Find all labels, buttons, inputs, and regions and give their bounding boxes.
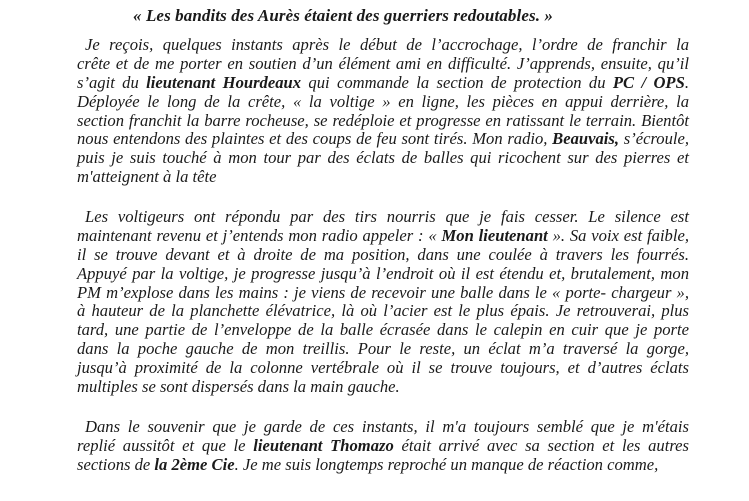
text-line	[77, 168, 689, 187]
text-run: Dans le souvenir que je garde de ces instants, il m'a toujours semblé que je m'étais	[85, 417, 689, 436]
text-run: replié aussitôt et que le	[77, 435, 254, 455]
text-run: ». Sa voix est faible,	[547, 225, 689, 245]
page-heading: « Les bandits des Aurès étaient des guerriers redoutables. »	[133, 6, 553, 25]
text-run: sections de	[77, 454, 155, 474]
text-line	[77, 378, 689, 397]
text-run: nous entendons des plaintes et des coups de feu sont tirés. Mon radio,	[77, 129, 553, 149]
text-run: dans la poche gauche de mon treillis. Pour le reste, un éclat m’a traversé la gorge,	[77, 339, 689, 359]
text-run: crête et de me porter en soutien d’un élément ami en difficulté. J’apprends, ensuite, qu’il	[77, 53, 689, 73]
text-run: maintenant revenu et j’entends mon radio appeler : «	[77, 225, 442, 245]
text-run: . Je me suis longtemps reproché un manque de réaction comme,	[234, 454, 659, 474]
text-run: à hauteur de la planchette élévatrice, là où l’acier est le plus épais. Je retrouverai, plus	[77, 301, 689, 321]
text-line	[77, 284, 689, 303]
text-line	[77, 265, 689, 284]
text-line	[77, 437, 689, 456]
text-line	[77, 359, 689, 378]
text-run: Les voltigeurs ont répondu par des tirs nourris que je fais cesser. Le silence est	[85, 207, 689, 226]
text-run: multiples se sont dispersés dans la main gauche.	[77, 377, 400, 397]
text-line	[77, 55, 689, 74]
text-line	[77, 74, 689, 93]
text-line	[77, 321, 689, 340]
paragraph-3	[77, 418, 689, 475]
text-line	[77, 208, 689, 227]
text-line	[77, 149, 689, 168]
text-run: il se trouve devant et à droite de ma position, dans une coulée à travers les fourrés.	[77, 244, 689, 264]
text-line	[77, 130, 689, 149]
text-run: qui commande la section de protection du	[301, 72, 613, 92]
bold-text-run: Mon lieutenant	[441, 225, 548, 245]
text-run: Appuyé par la voltige, je progresse jusqu’à l’endroit où il est étendu et, brutalement, mon	[77, 263, 689, 283]
text-line	[77, 36, 689, 55]
text-line	[77, 246, 689, 265]
text-run: s’écroule,	[619, 129, 690, 149]
text-line	[77, 456, 689, 475]
text-line	[77, 418, 689, 437]
text-run: Déployée le long de la crête, « la voltige » en ligne, les pièces en appui derrière, la	[77, 91, 689, 111]
text-run: m'atteignent à la tête	[77, 167, 217, 187]
text-run: était arrivé avec sa section et les autres	[393, 435, 689, 455]
text-line	[77, 340, 689, 359]
text-run: tard, une partie de l’enveloppe de la balle écrasée dans le calepin en cuir que je porte	[77, 320, 689, 340]
text-run: .	[684, 72, 689, 92]
text-run: puis je suis touché à mon tour par des éclats de balles qui ricochent sur des pierres et	[77, 148, 689, 168]
text-line	[77, 112, 689, 131]
bold-text-run: la 2ème Cie	[154, 454, 235, 474]
text-run: section franchit la barre rocheuse, se redéploie et progresse en ratissant le terrain. Bientôt	[77, 110, 689, 130]
text-run: s’agit du	[77, 72, 147, 92]
text-run: Je reçois, quelques instants après le début de l’accrochage, l’ordre de franchir la	[85, 35, 689, 54]
text-line	[77, 302, 689, 321]
bold-text-run: Beauvais,	[552, 129, 620, 149]
paragraph-2	[77, 208, 689, 397]
bold-text-run: lieutenant Thomazo	[253, 435, 394, 455]
bold-text-run: lieutenant Hourdeaux	[146, 72, 302, 92]
text-line	[77, 227, 689, 246]
bold-text-run: PC / OPS	[612, 72, 685, 92]
text-line	[77, 93, 689, 112]
paragraph-1	[77, 36, 689, 187]
text-run: jusqu’à proximité de la colonne vertébrale où il se trouve toujours, et d’autres éclats	[77, 358, 689, 378]
text-run: PM m’explose dans les mains : je viens de recevoir une balle dans le « porte- chargeur »,	[77, 282, 689, 302]
